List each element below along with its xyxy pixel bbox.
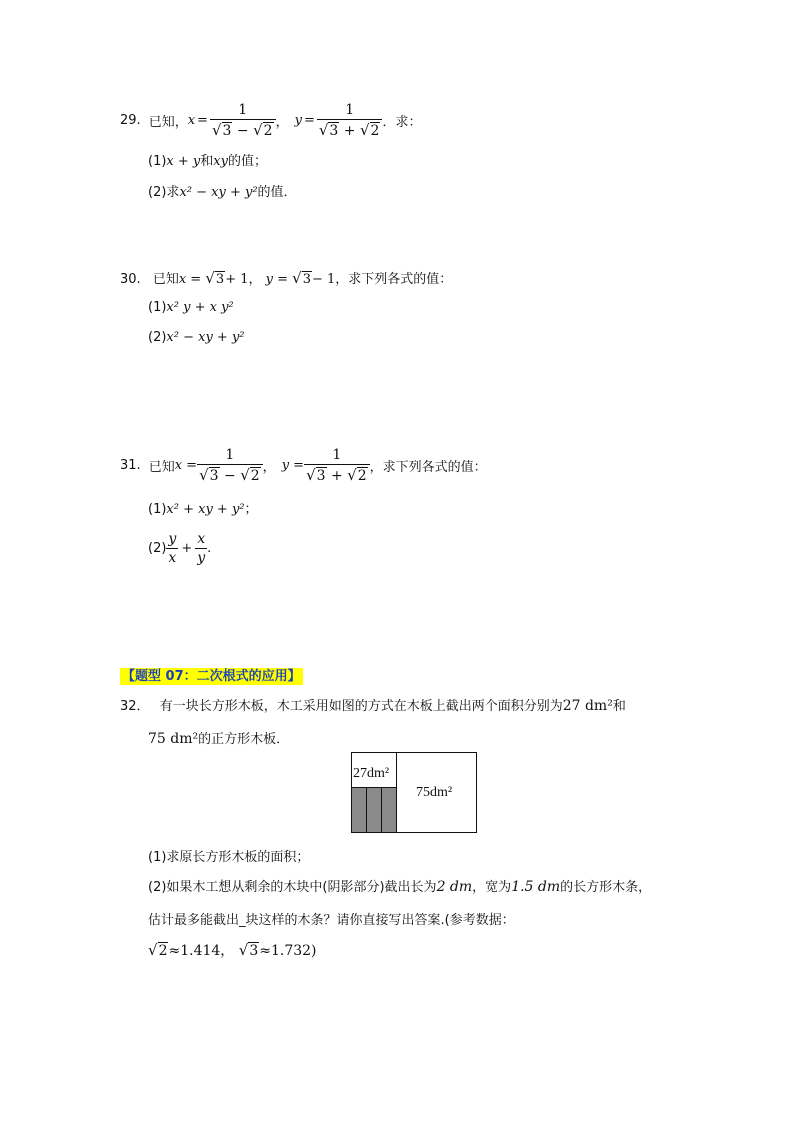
q30-intro: 已知 (152, 272, 179, 287)
q29-p2-pre: 求 (166, 185, 180, 200)
q29-p2-tail: 的值． (257, 185, 297, 200)
q31-y: y = (281, 457, 305, 473)
q31-p2-label: (2) (148, 540, 167, 556)
q29-x-fraction (210, 102, 276, 139)
q30-tail: ，求下列各式的值： (335, 272, 453, 287)
q32-line1-text: 有一块长方形木板，木工采用如图的方式在木板上截出两个面积分别为 (159, 699, 563, 714)
q29-p1-label: (1) (148, 154, 167, 169)
ref-sqrt2-approx: ≈1.414， (168, 943, 235, 959)
q29-y: y (294, 112, 302, 128)
q29-y-numerator: 1 (345, 101, 355, 118)
shaded-strip-2 (366, 787, 382, 833)
q29-p1-tail: 的值； (227, 154, 267, 169)
ref-sqrt3-approx: ≈1.732) (259, 943, 317, 959)
q31-part1 (148, 498, 258, 517)
q31-p1-tail: ； (244, 502, 258, 517)
q29-p1-mid: 和 (200, 154, 214, 169)
q32-line1 (120, 695, 626, 714)
q30-x-tail: + 1 (225, 272, 249, 287)
q30-x-radical: √3 (205, 269, 225, 287)
q29-tail: ．求： (382, 114, 422, 130)
section-heading (120, 665, 303, 684)
q32-reference-data (148, 940, 317, 960)
q30-x: x = (178, 272, 202, 287)
q30-part1 (148, 300, 234, 315)
q29-comma: ， (275, 114, 289, 130)
q30-p2-expr: x² − xy + y² (166, 330, 245, 345)
q31-p2-tail: . (207, 540, 212, 556)
q31-x: x = (174, 457, 198, 473)
q29-y-denominator: √3 + √2 (317, 119, 383, 139)
q30-y: y = (265, 272, 289, 287)
q29-x-numerator: 1 (238, 101, 248, 118)
q30-p1-expr: x² y + x y² (166, 300, 234, 315)
q31-sep: ， (262, 459, 276, 475)
q29-p1-expr: x + y (166, 154, 201, 169)
q32-number: 32． (120, 699, 150, 714)
q31-y-fraction: $\frac{1}{√3 + √2}$ (304, 447, 370, 484)
q30-p2-label: (2) (148, 330, 167, 345)
section-heading-text: 【题型 07：二次根式的应用】 (122, 669, 301, 684)
q31-part2 (148, 528, 211, 568)
q30-line (120, 268, 452, 287)
q31-number: 31. (120, 457, 141, 473)
q32-p1-text: (1)求原长方形木板的面积； (148, 850, 310, 865)
q29-x-denominator: √3 − √2 (210, 119, 276, 139)
q30-sep: ， (248, 272, 262, 287)
small-square-label: 27dm² (353, 766, 390, 781)
q31-p2-frac-a: $\frac{y}{x}$ (168, 530, 177, 566)
q29-p2-expr: x² − xy + y² (179, 185, 258, 200)
q30-part2 (148, 330, 245, 345)
q31-x-fraction: $\frac{1}{√3 - √2}$ (197, 447, 263, 484)
q31-p2-plus: + (181, 540, 193, 556)
q32-p2-b: ，宽为 (472, 880, 512, 895)
q32-p2-line2-text: 估计最多能截出_块这样的木条？请你直接写出答案.(参考数据： (148, 913, 515, 928)
q31-p1-expr: x² + xy + y² (166, 502, 245, 517)
q31-line (120, 445, 487, 485)
q32-p2-a: (2)如果木工想从剩余的木块中(阴影部分)截出长为 (148, 880, 437, 895)
sqrt2-radical: √2 (253, 120, 273, 139)
q32-p2-c: 的长方形木条， (560, 880, 652, 895)
q29-part2 (148, 181, 297, 200)
q29-eq2: = (303, 112, 315, 128)
q29-y-fraction (317, 102, 383, 139)
wood-board-diagram (351, 752, 477, 833)
q30-p1-label: (1) (148, 300, 167, 315)
ref-sqrt2: √2 (148, 941, 168, 959)
q29-p2-label: (2) (148, 185, 167, 200)
q29-intro: 已知， (148, 114, 188, 130)
q32-part2 (148, 876, 651, 895)
q29-line (120, 100, 421, 140)
q31-p2-frac-b: $\frac{x}{y}$ (197, 530, 206, 566)
q31-p1-label: (1) (148, 502, 167, 517)
q32-area1: 27 dm² (562, 698, 613, 714)
sqrt3-radical: √3 (211, 120, 232, 139)
q31-tail: ，求下列各式的值： (369, 459, 487, 475)
shaded-strip-3 (381, 787, 397, 833)
q30-number: 30. (120, 272, 141, 287)
q29-x: x (187, 112, 196, 128)
q32-part1 (148, 846, 309, 865)
q32-part2-line2 (148, 909, 515, 928)
q32-and: 和 (612, 699, 626, 714)
q29-part1 (148, 150, 267, 169)
q32-wid: 1.5 dm (511, 879, 561, 895)
q30-y-radical: √3 (292, 269, 311, 287)
q32-len: 2 dm (436, 879, 473, 895)
q29-p1-xy: xy (213, 154, 228, 169)
q32-line2-text: 的正方形木板． (198, 732, 290, 747)
large-square-label: 75dm² (416, 785, 453, 800)
q32-line2 (148, 728, 289, 747)
q30-y-tail: − 1 (312, 272, 336, 287)
q32-area2: 75 dm² (148, 731, 199, 747)
ref-sqrt3: √3 (238, 941, 259, 959)
q29-number: 29. (120, 112, 141, 128)
q29-eq: = (197, 112, 208, 128)
shaded-strip-1 (351, 787, 367, 833)
q31-intro: 已知 (148, 459, 175, 475)
